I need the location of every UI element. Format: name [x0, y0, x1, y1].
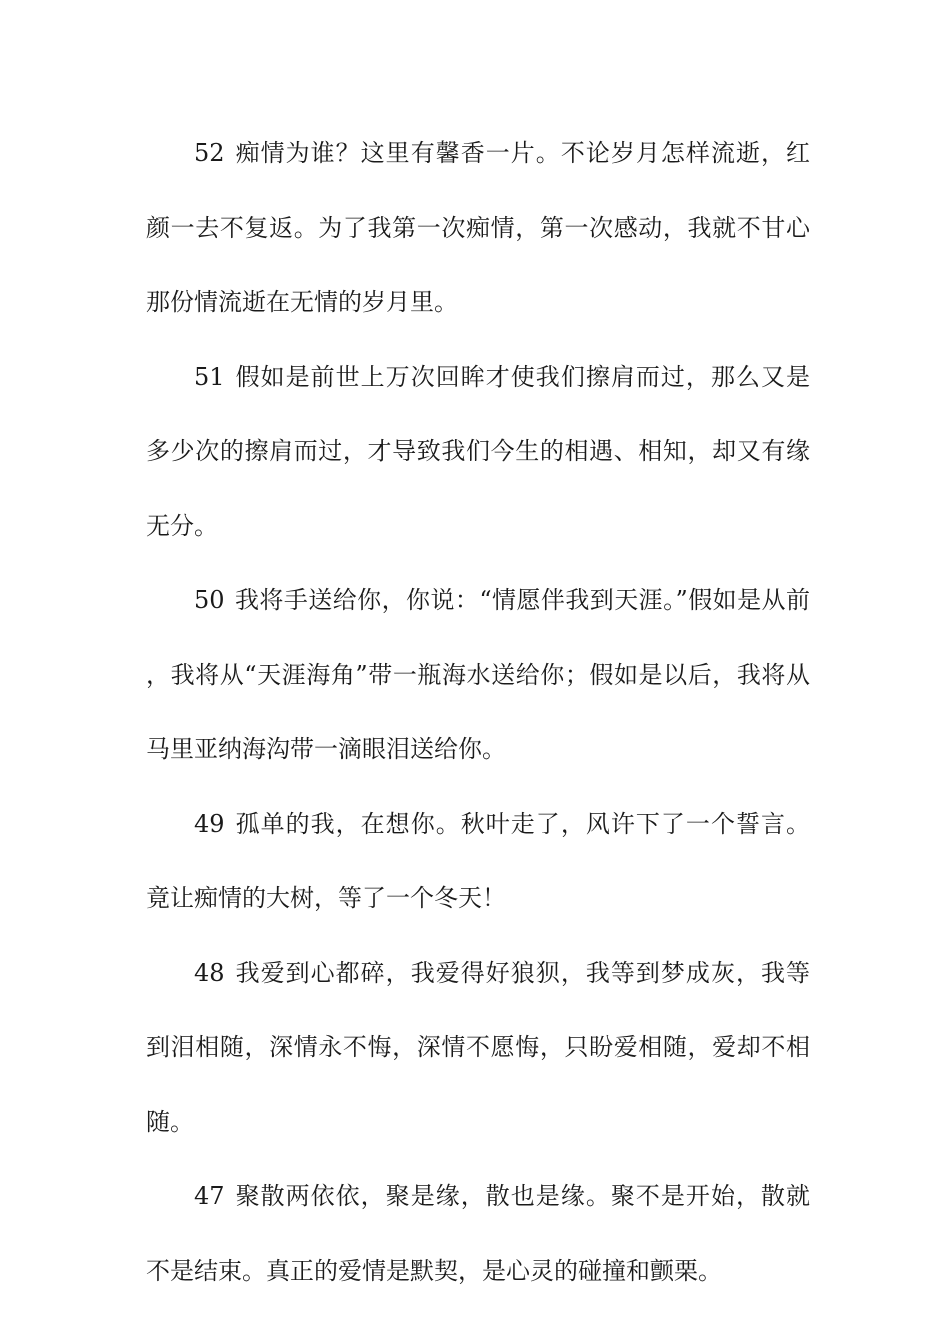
- paragraph-50: [146, 563, 810, 787]
- paragraph-text: 孤单的我，在想你。秋叶走了，风许下了一个誓言。竟让痴情的大树，等了一个冬天！: [146, 809, 810, 912]
- paragraph-number: 51: [194, 362, 225, 391]
- paragraph-number: 52: [194, 139, 225, 167]
- paragraph-text: 我将手送给你，你说：“情愿伴我到天涯。”假如是从前，我将从“天涯海角”带一瓶海水送给你；假如是以后，我将从马里亚纳海沟带一滴眼泪送给你。: [146, 586, 810, 763]
- paragraph-text: 聚散两依依，聚是缘，散也是缘。聚不是开始，散就不是结束。真正的爱情是默契，是心灵的碰撞和颤栗。: [146, 1182, 810, 1285]
- paragraph-number: 49: [194, 809, 225, 838]
- paragraph-47: [146, 1159, 810, 1308]
- paragraph-number: 50: [194, 586, 225, 614]
- paragraph-number: 48: [194, 958, 225, 987]
- paragraph-text: 我爱到心都碎，我爱得好狼狈，我等到梦成灰，我等到泪相随，深情永不悔，深情不愿悔，只盼爱相随，爱却不相随。: [146, 958, 810, 1136]
- paragraph-number: 47: [194, 1182, 225, 1210]
- paragraph-text: 假如是前世上万次回眸才使我们擦肩而过，那么又是多少次的擦肩而过，才导致我们今生的相遇、相知，却又有缘无分。: [146, 362, 810, 540]
- paragraph-51: [146, 340, 810, 564]
- document-body: [146, 116, 810, 1308]
- paragraph-49: [146, 787, 810, 936]
- paragraph-text: 痴情为谁？这里有馨香一片。不论岁月怎样流逝，红颜一去不复返。为了我第一次痴情，第一次感动，我就不甘心那份情流逝在无情的岁月里。: [146, 139, 810, 316]
- paragraph-48: [146, 936, 810, 1160]
- paragraph-52: [146, 116, 810, 340]
